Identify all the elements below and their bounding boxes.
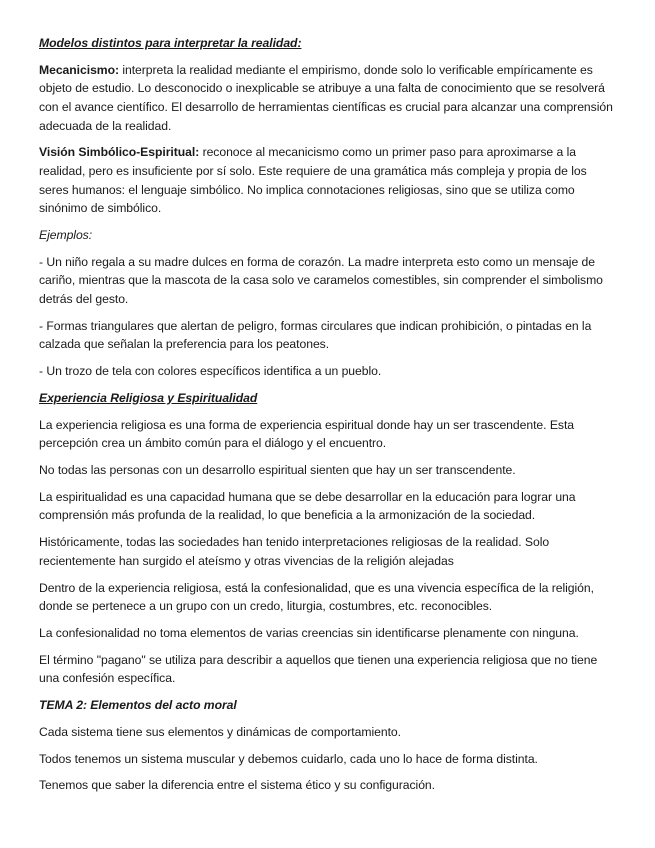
ejemplos-label: Ejemplos:	[39, 227, 93, 242]
paragraph: Históricamente, todas las sociedades han tenido interpretaciones religiosas de la realidad. Solo recientemente han surgido el ateísmo y otras vivencias de la religión alejadas	[39, 535, 550, 568]
term-mecanicismo: Mecanicismo:	[39, 62, 119, 77]
paragraph: La espiritualidad es una capacidad humana que se debe desarrollar en la educación para lograr una comprensión más profunda de la realidad, lo que beneficia a la armonización de la sociedad.	[39, 489, 576, 523]
section-heading-modelos: Modelos distintos para interpretar la realidad:	[39, 36, 302, 50]
ejemplo-item: - Formas triangulares que alertan de peligro, formas circulares que indican prohibición, o pintadas en la calzada que señalan la preferencia para los peatones.	[39, 318, 592, 352]
ejemplo-item: - Un niño regala a su madre dulces en forma de corazón. La madre interpreta esto como un mensaje de cariño, mientras que la mascota de la casa solo ve caramelos comestibles, sin comprender el simbolismo detrás del gesto.	[39, 254, 603, 306]
paragraph: No todas las personas con un desarrollo espiritual sienten que hay un ser transcendente.	[39, 462, 516, 477]
definition-vision-simbolica: reconoce al mecanicismo como un primer paso para aproximarse a la realidad, pero es insuficiente por sí solo. Este requiere de una gramática más compleja y propia de los seres humanos: el lenguaje simbólico. No implica connotaciones religiosas, sino que se utiliza como sinónimo de simbólico.	[39, 145, 587, 216]
section-heading-tema-2: TEMA 2: Elementos del acto moral	[39, 698, 237, 713]
paragraph: Todos tenemos un sistema muscular y debemos cuidarlo, cada uno lo hace de forma distinta.	[39, 751, 538, 766]
paragraph: El término "pagano" se utiliza para describir a aquellos que tienen una experiencia religiosa que no tiene una confesión específica.	[39, 652, 598, 686]
term-vision-simbolica: Visión Simbólico-Espiritual:	[39, 145, 200, 160]
definition-mecanicismo: interpreta la realidad mediante el empirismo, donde solo lo verificable empíricamente es objeto de estudio. Lo desconocido o inexplicable se atribuye a una falta de conocimiento que se resolverá con el avance científico. El desarrollo de herramientas científicas es crucial para alcanzar una comprensión adecuada de la realidad.	[39, 62, 613, 133]
paragraph: Dentro de la experiencia religiosa, está la confesionalidad, que es una vivencia específica de la religión, donde se pertenece a un grupo con un credo, liturgia, costumbres, etc. reconocibles.	[39, 580, 594, 614]
paragraph: La confesionalidad no toma elementos de varias creencias sin identificarse plenamente con ninguna.	[39, 625, 579, 640]
section-heading-experiencia-religiosa: Experiencia Religiosa y Espiritualidad	[39, 390, 258, 405]
paragraph: Cada sistema tiene sus elementos y dinámicas de comportamiento.	[39, 724, 401, 739]
paragraph-vision-simbolica	[39, 143, 619, 217]
paragraph: La experiencia religiosa es una forma de experiencia espiritual donde hay un ser trascendente. Esta percepción crea un ámbito común para el diálogo y el encuentro.	[39, 417, 575, 451]
document-page	[39, 34, 619, 803]
paragraph: Tenemos que saber la diferencia entre el sistema ético y su configuración.	[39, 778, 435, 793]
paragraph-mecanicismo	[39, 61, 619, 135]
ejemplo-item: - Un trozo de tela con colores específicos identifica a un pueblo.	[39, 364, 382, 379]
